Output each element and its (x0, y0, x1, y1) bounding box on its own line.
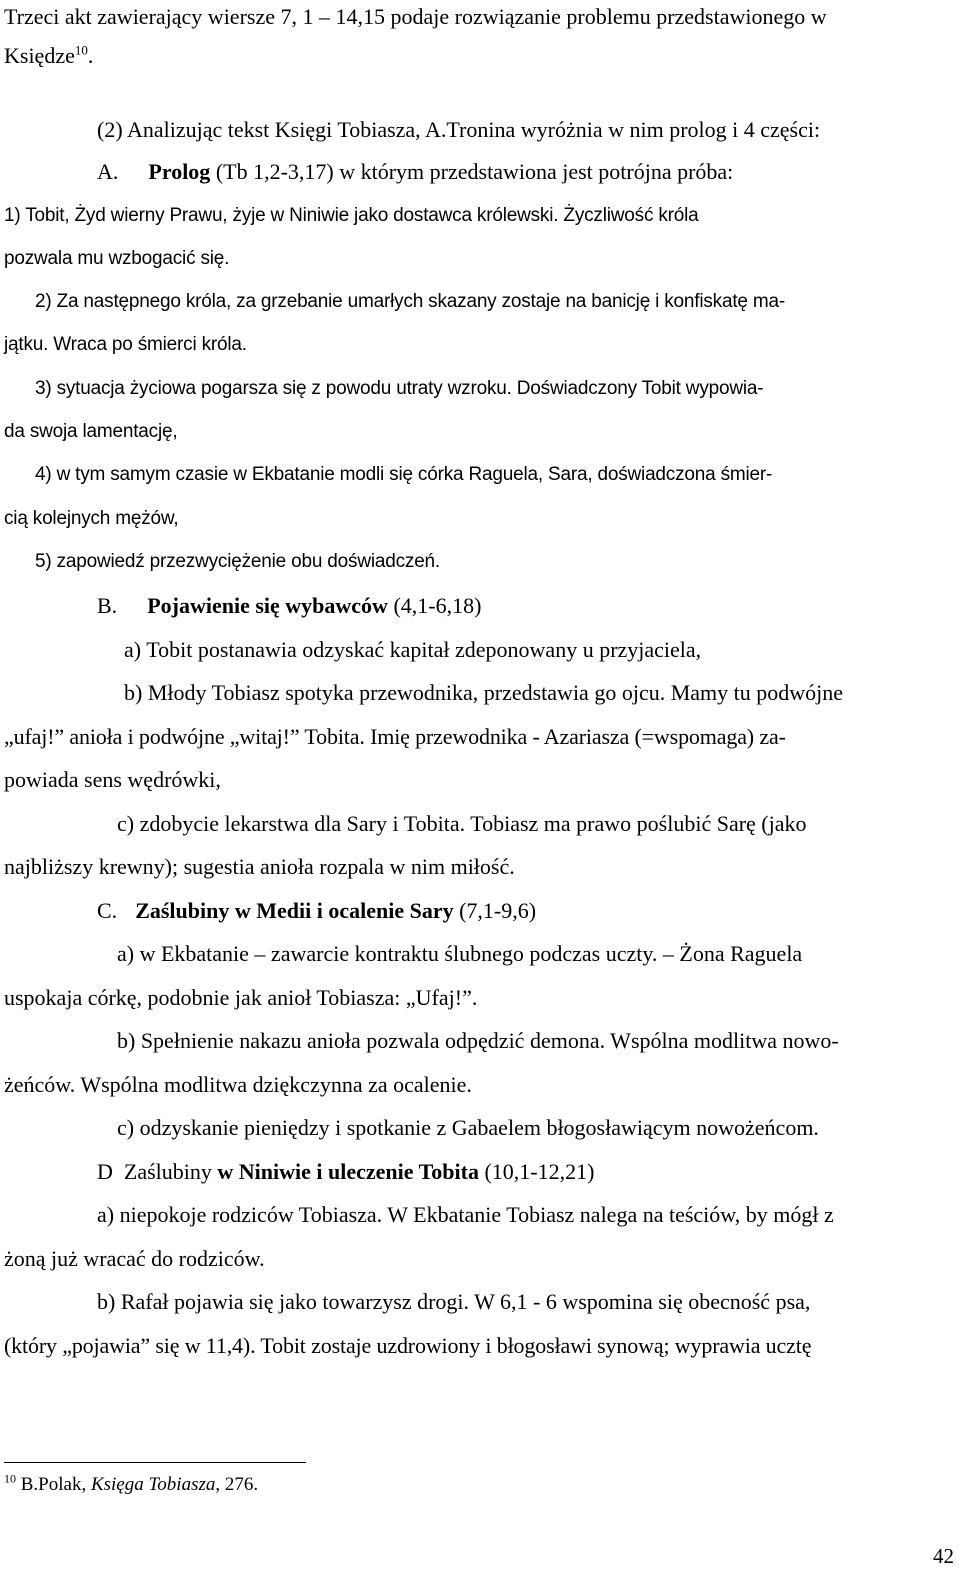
text-span: (10,1-12,21) (478, 1159, 595, 1184)
text-span: a) w Ekbatanie – zawarcie kontraktu ślubnego podczas uczty. – Żona Raguela (117, 941, 803, 966)
text-line (4, 4, 827, 30)
text-line (35, 462, 772, 488)
text-line (97, 1289, 810, 1315)
footnote-separator (4, 1462, 306, 1463)
text-line (35, 376, 763, 402)
text-span: 3) sytuacja życiowa pogarsza się z powodu utraty wzroku. Doświadczony Tobit wypowia- (35, 378, 764, 399)
page-number: 42 (933, 1544, 954, 1568)
section-title: Pojawienie się wybawców (147, 593, 388, 618)
text-line (4, 1072, 472, 1098)
section-marker: C. (97, 898, 118, 923)
text-line (4, 1333, 811, 1359)
section-title: w Niniwie i uleczenie Tobita (217, 1159, 479, 1184)
text-span: a) niepokoje rodziców Tobiasza. W Ekbatanie Tobiasz nalega na teściów, by mógł z (97, 1202, 834, 1227)
footnote-title: Księga Tobiasza (90, 1474, 216, 1495)
text-line (117, 811, 807, 837)
text-span: Trzeci akt zawierający wiersze 7, 1 – 14,15 podaje rozwiązanie problemu przedstawionego w (4, 4, 827, 29)
text-span: jątku. Wraca po śmierci króla. (4, 334, 247, 355)
text-span: Księdze (4, 43, 75, 68)
text-span: „ufaj!” anioła i podwójne „witaj!” Tobita. Imię przewodnika - Azariasza (=wspomaga) za- (4, 724, 786, 749)
section-marker: D (97, 1159, 113, 1184)
text-line (4, 724, 786, 750)
text-span: pozwala mu wzbogacić się. (4, 248, 230, 269)
text-line (35, 289, 785, 315)
footnote-reference: 10 (74, 42, 88, 58)
footnote (4, 1472, 258, 1498)
text-span: (2) Analizując tekst Księgi Tobiasza, A.Tronina wyróżnia w nim prolog i 4 części: (97, 117, 821, 142)
text-span: c) zdobycie lekarstwa dla Sary i Tobita. Tobiasz ma prawo poślubić Sarę (jako (117, 811, 807, 836)
text-span: b) Rafał pojawia się jako towarzysz drogi. W 6,1 - 6 wspomina się obecność psa, (97, 1289, 811, 1314)
text-span: 5) zapowiedź przezwyciężenie obu doświadczeń. (35, 551, 441, 572)
text-line (117, 1115, 819, 1141)
text-span: . (87, 43, 94, 68)
text-span: uspokaja córkę, podobnie jak anioł Tobiasza: „Ufaj!”. (4, 985, 478, 1010)
text-line (117, 1028, 839, 1054)
text-line (35, 549, 440, 575)
text-span: najbliższy krewny); sugestia anioła rozpala w nim miłość. (4, 854, 515, 879)
text-line (124, 637, 701, 663)
text-line (4, 43, 93, 69)
section-marker: B. (97, 593, 118, 618)
footnote-number: 10 (4, 1471, 16, 1486)
text-span: cią kolejnych mężów, (4, 508, 179, 529)
text-line (117, 941, 802, 967)
text-span: (Tb 1,2-3,17) w którym przedstawiona jest potrójna próba: (210, 159, 734, 184)
text-line (4, 506, 178, 532)
section-marker: A. (97, 159, 119, 184)
text-span: (4,1-6,18) (387, 593, 482, 618)
text-span: 1) Tobit, Żyd wierny Prawu, żyje w Niniwie jako dostawca królewski. Życzliwość króla (4, 205, 699, 226)
text-line (4, 854, 515, 880)
footnote-page: , 276. (215, 1474, 259, 1495)
text-line (4, 332, 247, 358)
text-span: żeńców. Wspólna modlitwa dziękczynna za ocalenie. (4, 1072, 472, 1097)
text-span: powiada sens wędrówki, (4, 767, 221, 792)
section-b-heading (97, 593, 481, 619)
text-line (4, 985, 477, 1011)
section-d-heading (97, 1159, 594, 1185)
text-line (97, 117, 820, 143)
text-span: b) Młody Tobiasz spotyka przewodnika, przedstawia go ojcu. Mamy tu podwójne (124, 680, 844, 705)
text-span: c) odzyskanie pieniędzy i spotkanie z Gabaelem błogosławiącym nowożeńcom. (117, 1115, 819, 1140)
text-line (4, 246, 229, 272)
text-line (97, 1202, 834, 1228)
text-line (124, 680, 843, 706)
text-span: 4) w tym samym czasie w Ekbatanie modli się córka Raguela, Sara, doświadczona śmier- (35, 464, 773, 485)
section-title: Zaślubiny w Medii i ocalenie Sary (135, 898, 454, 923)
text-span: a) Tobit postanawia odzyskać kapitał zdeponowany u przyjaciela, (124, 637, 702, 662)
text-line (4, 419, 177, 445)
text-line (4, 767, 221, 793)
text-span: 2) Za następnego króla, za grzebanie umarłych skazany zostaje na banicję i konfiskatę ma- (35, 291, 785, 312)
text-span: (który „pojawia” się w 11,4). Tobit zostaje uzdrowiony i błogosławi synową; wyprawia ucztę (4, 1333, 812, 1358)
text-span: żoną już wracać do rodziców. (4, 1246, 265, 1271)
text-line (4, 1246, 265, 1272)
section-title: Prolog (148, 159, 211, 184)
section-c-heading (97, 898, 536, 924)
text-line (4, 203, 699, 229)
text-span: da swoja lamentację, (4, 421, 178, 442)
text-span: b) Spełnienie nakazu anioła pozwala odpędzić demona. Wspólna modlitwa nowo- (117, 1028, 839, 1053)
footnote-author: B.Polak, (16, 1474, 91, 1495)
section-a-heading (97, 159, 733, 185)
text-span: (7,1-9,6) (453, 898, 537, 923)
text-span: Zaślubiny (112, 1159, 218, 1184)
